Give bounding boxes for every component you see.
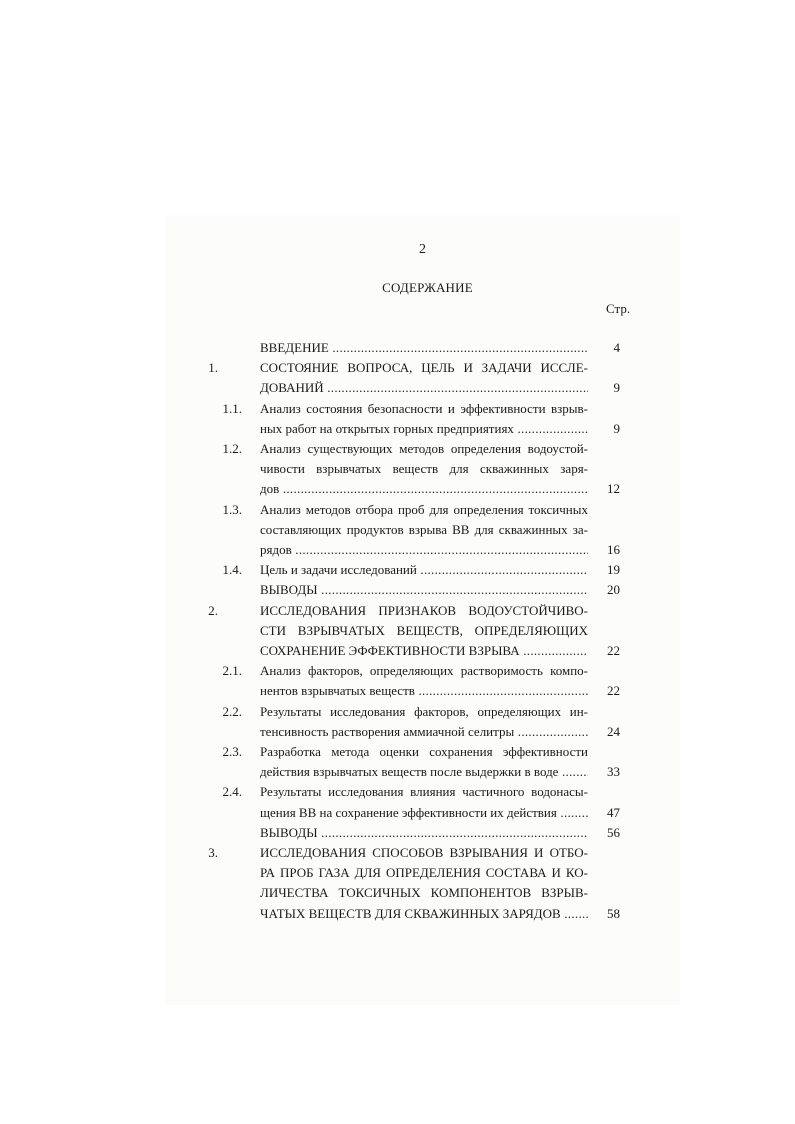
toc-entry-page: 33 (607, 764, 620, 780)
toc-entry (200, 843, 620, 924)
toc-entry-text-line: нентов взрывчатых веществ ..... (260, 681, 588, 701)
toc-entry (200, 601, 620, 662)
toc-entry-page: 4 (613, 340, 620, 355)
toc-entry-number: 1.4. (222, 562, 242, 578)
toc-entry-text-line: Результаты исследования факторов, определяющих ин- (260, 703, 588, 719)
toc-entry-number: 2. (208, 602, 218, 618)
toc-entry-number: 3. (208, 845, 218, 861)
toc-entry-page: 12 (607, 481, 620, 497)
toc-entry (200, 742, 620, 782)
toc-entry-page: 19 (607, 562, 620, 578)
toc-entry-number: 1.2. (222, 441, 242, 457)
toc-entry-number: 2.4. (222, 784, 242, 800)
toc-entry-text-line: ДОВАНИЙ ..... (260, 378, 588, 398)
toc-entry-page: 58 (607, 905, 620, 921)
toc-entry-number: 1. (208, 360, 218, 376)
toc-entry-page: 16 (607, 542, 620, 558)
toc-entry-number: 1.1. (222, 400, 242, 416)
toc-entry (200, 439, 620, 500)
toc-entry (200, 580, 620, 600)
page-number: 2 (419, 242, 426, 257)
toc-entry (200, 500, 620, 561)
toc-entry-text-line: тенсивность растворения аммиачной селитры ..... (260, 722, 588, 742)
toc-entry-text-line: ВЫВОДЫ ..... (260, 823, 588, 843)
toc-entry (200, 338, 620, 358)
toc-entry-number: 2.2. (222, 703, 242, 719)
toc-entry-number: 1.3. (222, 501, 242, 517)
toc-entry-text-line: ЛИЧЕСТВА ТОКСИЧНЫХ КОМПОНЕНТОВ ВЗРЫВ- (260, 885, 588, 901)
toc-entry-page: 47 (607, 804, 620, 820)
toc-entry-page: 22 (607, 683, 620, 699)
toc-entry (200, 782, 620, 822)
toc-entry-text-line: рядов ..... (260, 540, 588, 560)
toc-entry-text-line: ных работ на открытых горных предприятиях ..... (260, 419, 588, 439)
toc-entry-text-line: РА ПРОБ ГАЗА ДЛЯ ОПРЕДЕЛЕНИЯ СОСТАВА И КО- (260, 865, 588, 881)
toc-entry-text-line: СТИ ВЗРЫВЧАТЫХ ВЕЩЕСТВ, ОПРЕДЕЛЯЮЩИХ (260, 622, 588, 638)
toc-entry-text-line: СОСТОЯНИЕ ВОПРОСА, ЦЕЛЬ И ЗАДАЧИ ИССЛЕ- (260, 360, 588, 376)
table-of-contents (200, 338, 620, 924)
toc-entry-text-line: чивости взрывчатых веществ для скважинных заря- (260, 461, 588, 477)
toc-entry-text-line: Разработка метода оценки сохранения эффективности (260, 744, 588, 760)
toc-entry-text-line: Анализ существующих методов определения водоустой- (260, 441, 588, 457)
toc-entry-text-line: Цель и задачи исследований ..... (260, 560, 588, 580)
toc-entry-number: 2.1. (222, 663, 242, 679)
toc-entry (200, 560, 620, 580)
toc-entry-text-line: Анализ методов отбора проб для определения токсичных (260, 501, 588, 517)
toc-entry (200, 702, 620, 742)
toc-entry (200, 661, 620, 701)
toc-entry-text-line: составляющих продуктов взрыва ВВ для скважинных за- (260, 521, 588, 537)
toc-entry-text-line: ИССЛЕДОВАНИЯ ПРИЗНАКОВ ВОДОУСТОЙЧИВО- (260, 602, 588, 618)
toc-entry-text-line: ЧАТЫХ ВЕЩЕСТВ ДЛЯ СКВАЖИННЫХ ЗАРЯДОВ ..... (260, 904, 588, 924)
toc-entry-page: 9 (613, 380, 620, 396)
toc-title: СОДЕРЖАНИЕ (382, 280, 473, 295)
toc-entry-text-line: Анализ факторов, определяющих растворимость компо- (260, 663, 588, 679)
page-column-header: Стр. (606, 301, 631, 316)
toc-entry (200, 823, 620, 843)
toc-entry-page: 56 (607, 824, 620, 840)
toc-entry-page: 20 (607, 582, 620, 598)
toc-entry (200, 399, 620, 439)
toc-entry-text-line: щения ВВ на сохранение эффективности их действия ..... (260, 803, 588, 823)
toc-entry-text-line: действия взрывчатых веществ после выдержки в воде ..... (260, 762, 588, 782)
toc-entry-page: 9 (613, 420, 620, 436)
toc-entry-text-line: Результаты исследования влияния частичного водонасы- (260, 784, 588, 800)
toc-entry-number: 2.3. (222, 744, 242, 760)
toc-entry-text-line: ВЫВОДЫ ..... (260, 580, 588, 600)
toc-entry-text-line: ВВЕДЕНИЕ ..... (260, 338, 588, 358)
toc-entry-text-line: ИССЛЕДОВАНИЯ СПОСОБОВ ВЗРЫВАНИЯ И ОТБО- (260, 845, 588, 861)
toc-entry-text-line: Анализ состояния безопасности и эффективности взрыв- (260, 400, 588, 416)
toc-entry-page: 24 (607, 723, 620, 739)
toc-entry-text-line: дов ..... (260, 479, 588, 499)
toc-entry (200, 358, 620, 398)
toc-entry-page: 22 (607, 643, 620, 659)
toc-entry-text-line: СОХРАНЕНИЕ ЭФФЕКТИВНОСТИ ВЗРЫВА ..... (260, 641, 588, 661)
